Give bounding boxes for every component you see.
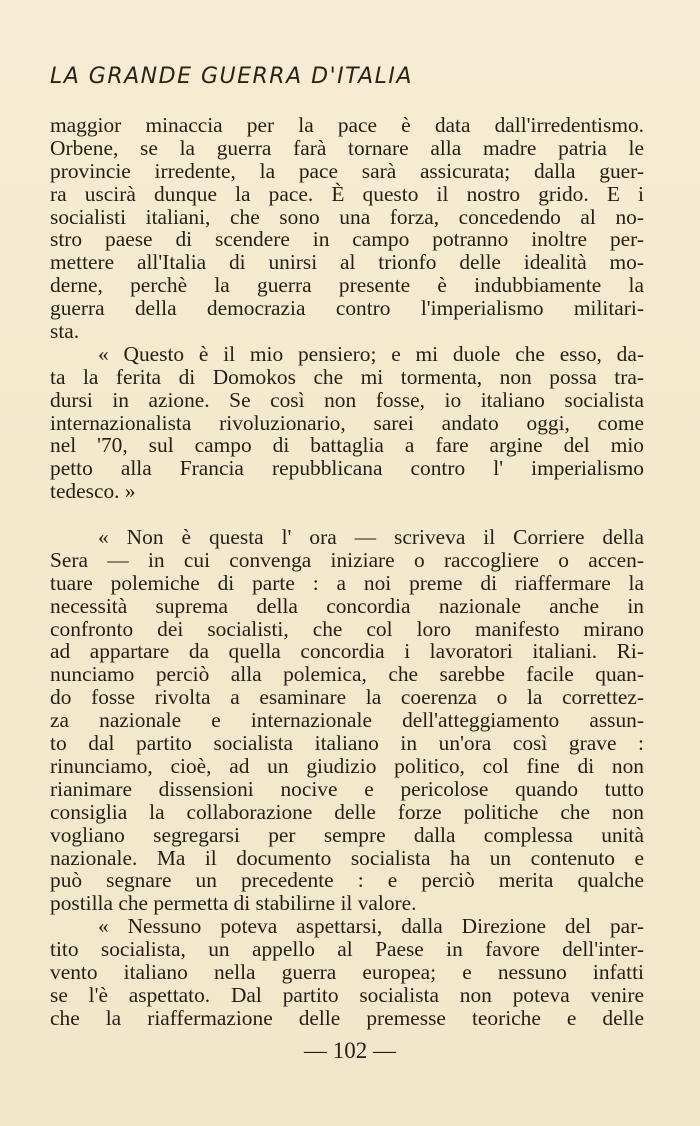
text-line: rinunciamo, cioè, ad un giudizio politico, col fine di non [50,753,644,778]
text-line: maggior minaccia per la pace è data dall'irredentismo. [50,113,644,137]
text-line: guerra della democrazia contro l'imperialismo militari- [50,296,644,321]
text-line: za nazionale e internazionale dell'atteggiamento assun- [50,708,644,733]
text-line: to dal partito socialista italiano in un'ora così grave : [50,731,644,756]
text-line: Sera — in cui convenga iniziare o raccogliere o accen- [50,547,644,572]
text-line: tito socialista, un appello al Paese in favore dell'inter- [50,937,644,962]
text-line: dursi in azione. Se così non fosse, io italiano socialista [50,387,644,412]
text-line: Orbene, se la guerra farà tornare alla madre patria le [50,135,644,160]
text-line: nazionale. Ma il documento socialista ha un contenuto e [50,845,644,870]
text-line: nunciamo perciò alla polemica, che sarebbe facile quan- [50,662,644,687]
text-line: rianimare dissensioni nocive e pericolose quando tutto [50,776,644,801]
paragraph [50,343,644,503]
text-line: necessità suprema della concordia nazionale anche in [50,593,644,618]
text-line: se l'è aspettato. Dal partito socialista non poteva venire [50,982,644,1007]
text-line: postilla che permetta di stabilirne il valore. [50,891,417,916]
paragraph [50,114,644,343]
text-line: « Nessuno poteva aspettarsi, dalla Direzione del par- [98,914,644,939]
text-line: che la riaffermazione delle premesse teoriche e delle [50,1005,644,1030]
text-line: sta. [50,319,80,344]
running-head: LA GRANDE GUERRA D'ITALIA [50,64,413,89]
text-line: petto alla Francia repubblicana contro l' imperialismo [50,456,644,481]
text-line: vogliano segregarsi per sempre dalla complessa unità [50,822,644,847]
text-line: mettere all'Italia di unirsi al trionfo delle idealità mo- [50,250,644,275]
text-line: do fosse rivolta a esaminare la coerenza o la correttez- [50,685,644,710]
text-line: ta la ferita di Domokos che mi tormenta, non possa tra- [50,364,644,389]
text-line: ad appartare da quella concordia i lavoratori italiani. Ri- [50,639,644,664]
text-line: tedesco. » [50,479,136,504]
text-line: internazionalista rivoluzionario, sarei andato oggi, come [50,410,644,435]
paragraph [50,915,644,1029]
paragraph-gap [50,503,644,526]
text-line: nel '70, sul campo di battaglia a fare argine del mio [50,433,644,458]
body-text [50,114,644,1030]
text-line: confronto dei socialisti, che col loro manifesto mirano [50,616,644,641]
text-line: socialisti italiani, che sono una forza, concedendo al no- [50,204,644,229]
text-line: derne, perchè la guerra presente è indubbiamente la [50,273,644,298]
text-line: provincie irredente, la pace sarà assicurata; dalla guer- [50,158,644,183]
paragraph [50,526,644,915]
page-number: — 102 — [304,1038,396,1063]
text-line: stro paese di scendere in campo potranno inoltre per- [50,227,644,252]
text-line: « Non è questa l' ora — scriveva il Corriere della [98,525,644,550]
text-line: tuare polemiche di parte : a noi preme di riaffermare la [50,570,644,595]
text-line: vento italiano nella guerra europea; e nessuno infatti [50,959,644,984]
text-line: consiglia la collaborazione delle forze politiche che non [50,799,644,824]
text-line: « Questo è il mio pensiero; e mi duole che esso, da- [98,341,644,366]
text-line: ra uscirà dunque la pace. È questo il nostro grido. E i [50,181,644,206]
text-line: può segnare un precedente : e perciò merita qualche [50,868,644,893]
